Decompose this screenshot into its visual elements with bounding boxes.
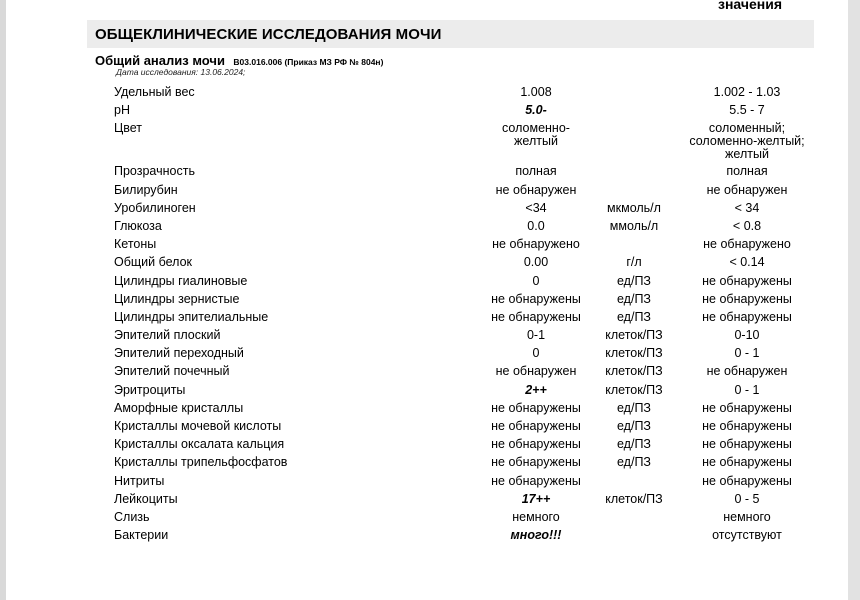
table-row (0, 383, 860, 401)
row-reference: 1.002 - 1.03 (713, 85, 781, 99)
row-unit: клеток/ПЗ (605, 491, 663, 506)
row-reference: 0 - 1 (734, 382, 760, 397)
table-row (0, 474, 860, 492)
row-value: не обнаружены (491, 419, 581, 433)
row-reference: не обнаружены (702, 437, 792, 452)
section-title: ОБЩЕКЛИНИЧЕСКИЕ ИССЛЕДОВАНИЯ МОЧИ (95, 26, 442, 43)
row-unit: ед/ПЗ (617, 309, 651, 324)
row-value: 0 (532, 346, 540, 361)
row-unit: ед/ПЗ (617, 455, 651, 470)
row-value: не обнаружен (495, 182, 577, 197)
row-name: Удельный вес (114, 85, 195, 99)
row-name: Эпителий плоский (114, 328, 221, 343)
row-name: Уробилиноген (114, 200, 196, 215)
row-value: 0.0 (527, 218, 545, 233)
row-value: соломенно- желтый (502, 121, 570, 149)
row-unit: клеток/ПЗ (605, 364, 663, 379)
row-name: Цвет (114, 121, 143, 136)
row-reference: соломенный; соломенно-желтый; желтый (689, 121, 805, 162)
table-row (0, 346, 860, 364)
row-reference: 0-10 (734, 328, 760, 343)
table-row (0, 401, 860, 419)
row-name: Кристаллы трипельфосфатов (114, 455, 288, 470)
row-unit: ммоль/л (609, 218, 659, 233)
row-reference: не обнаружены (702, 455, 792, 470)
row-value: много!!! (510, 528, 562, 543)
row-name: Билирубин (114, 182, 178, 197)
row-value: 0 (532, 273, 540, 288)
row-unit: г/л (626, 255, 642, 270)
row-unit: клеток/ПЗ (605, 328, 663, 343)
row-value: не обнаружены (491, 455, 581, 470)
row-name: pH (114, 103, 130, 118)
table-row (0, 274, 860, 292)
row-value: 1.008 (520, 85, 552, 99)
reference-column-heading: значения (718, 0, 782, 12)
table-row (0, 292, 860, 310)
row-unit: ед/ПЗ (617, 291, 651, 306)
table-row (0, 364, 860, 382)
row-reference: не обнаружены (702, 309, 792, 324)
row-value: не обнаружены (491, 309, 581, 324)
row-reference: отсутствуют (712, 528, 782, 543)
results-table (0, 85, 860, 546)
table-row (0, 328, 860, 346)
row-name: Кетоны (114, 237, 157, 252)
table-row (0, 492, 860, 510)
row-value: не обнаружены (491, 400, 581, 415)
section-header-bar (87, 20, 814, 48)
row-value: 0.00 (523, 255, 549, 270)
row-reference: не обнаружен (706, 182, 788, 197)
row-reference: < 0.14 (729, 255, 765, 270)
table-row (0, 237, 860, 255)
row-value: 0-1 (526, 328, 546, 343)
row-reference: не обнаружены (702, 473, 792, 488)
table-row (0, 219, 860, 237)
row-name: Цилиндры гиалиновые (114, 273, 248, 288)
row-name: Глюкоза (114, 218, 162, 233)
row-reference: 5.5 - 7 (729, 103, 765, 118)
table-row (0, 455, 860, 473)
row-unit: ед/ПЗ (617, 400, 651, 415)
row-unit: ед/ПЗ (617, 437, 651, 452)
row-unit: ед/ПЗ (617, 419, 651, 433)
row-name: Цилиндры эпителиальные (114, 309, 269, 324)
row-value: <34 (525, 200, 547, 215)
row-reference: < 0.8 (732, 218, 762, 233)
row-name: Нитриты (114, 473, 165, 488)
row-value: не обнаружены (491, 291, 581, 306)
table-row (0, 310, 860, 328)
row-reference: < 34 (734, 200, 760, 215)
table-row (0, 103, 860, 121)
row-value: 5.0- (525, 103, 547, 118)
row-value: немного (512, 509, 560, 524)
row-value: не обнаружено (492, 237, 580, 252)
row-value: не обнаружены (491, 437, 581, 452)
row-reference: 0 - 5 (734, 491, 760, 506)
row-reference: не обнаружены (702, 400, 792, 415)
row-name: Аморфные кристаллы (114, 400, 244, 415)
test-code: B03.016.006 (Приказ МЗ РФ № 804н) (233, 57, 384, 67)
table-row (0, 85, 860, 103)
table-row (0, 528, 860, 546)
row-name: Слизь (114, 509, 150, 524)
row-name: Эпителий переходный (114, 346, 244, 361)
table-row (0, 183, 860, 201)
row-name: Эритроциты (114, 382, 186, 397)
row-reference: 0 - 1 (734, 346, 760, 361)
table-row (0, 121, 860, 164)
row-reference: не обнаружены (702, 419, 792, 433)
row-name: Кристаллы оксалата кальция (114, 437, 285, 452)
table-row (0, 510, 860, 528)
row-name: Цилиндры зернистые (114, 291, 240, 306)
row-reference: не обнаружены (702, 291, 792, 306)
table-row (0, 419, 860, 437)
row-reference: полная (726, 164, 768, 179)
row-unit: мкмоль/л (607, 200, 661, 215)
row-name: Эпителий почечный (114, 364, 230, 379)
row-reference: не обнаружено (703, 237, 791, 252)
row-unit: клеток/ПЗ (605, 346, 663, 361)
row-value: полная (515, 164, 557, 179)
row-value: не обнаружены (491, 473, 581, 488)
row-name: Кристаллы мочевой кислоты (114, 419, 282, 433)
test-date: Дата исследования: 13.06.2024; (116, 67, 246, 77)
row-value: 17++ (521, 491, 551, 506)
row-name: Прозрачность (114, 164, 195, 179)
table-row (0, 201, 860, 219)
row-value: не обнаружен (495, 364, 577, 379)
test-name: Общий анализ мочи (95, 53, 225, 68)
row-value: 2++ (525, 382, 547, 397)
row-reference: немного (723, 509, 771, 524)
row-unit: ед/ПЗ (617, 273, 651, 288)
table-row (0, 164, 860, 182)
table-row (0, 255, 860, 273)
table-row (0, 437, 860, 455)
row-reference: не обнаружен (706, 364, 788, 379)
row-unit: клеток/ПЗ (605, 382, 663, 397)
row-reference: не обнаружены (702, 273, 792, 288)
row-name: Лейкоциты (114, 491, 178, 506)
row-name: Общий белок (114, 255, 193, 270)
row-name: Бактерии (114, 528, 169, 543)
